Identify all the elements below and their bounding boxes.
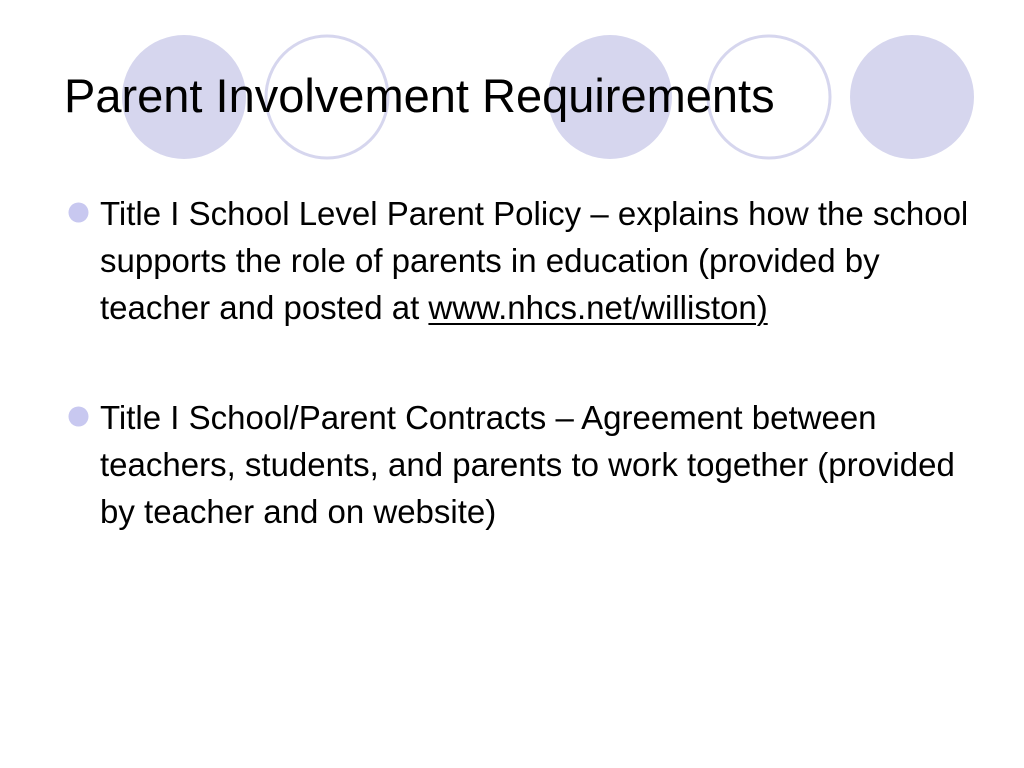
bullet-text: Title I School/Parent Contracts – Agreement between teachers, students, and parents to work together (provided by teacher and on website) <box>100 399 955 530</box>
williston-link[interactable]: www.nhcs.net/williston) <box>428 289 768 326</box>
slide-title: Parent Involvement Requirements <box>64 69 775 122</box>
bullet-list <box>64 190 974 535</box>
decor-circle-filled-3 <box>850 35 974 159</box>
bullet-text: Title I School Level Parent Policy – explains how the school supports the role of parents in education (provided by teacher and posted at <box>100 195 969 326</box>
bullet-circle-icon <box>68 202 89 223</box>
bullet-circle-icon <box>68 406 89 427</box>
bullet-item-parent-contracts <box>64 394 974 535</box>
bullet-item-parent-policy <box>64 190 974 331</box>
